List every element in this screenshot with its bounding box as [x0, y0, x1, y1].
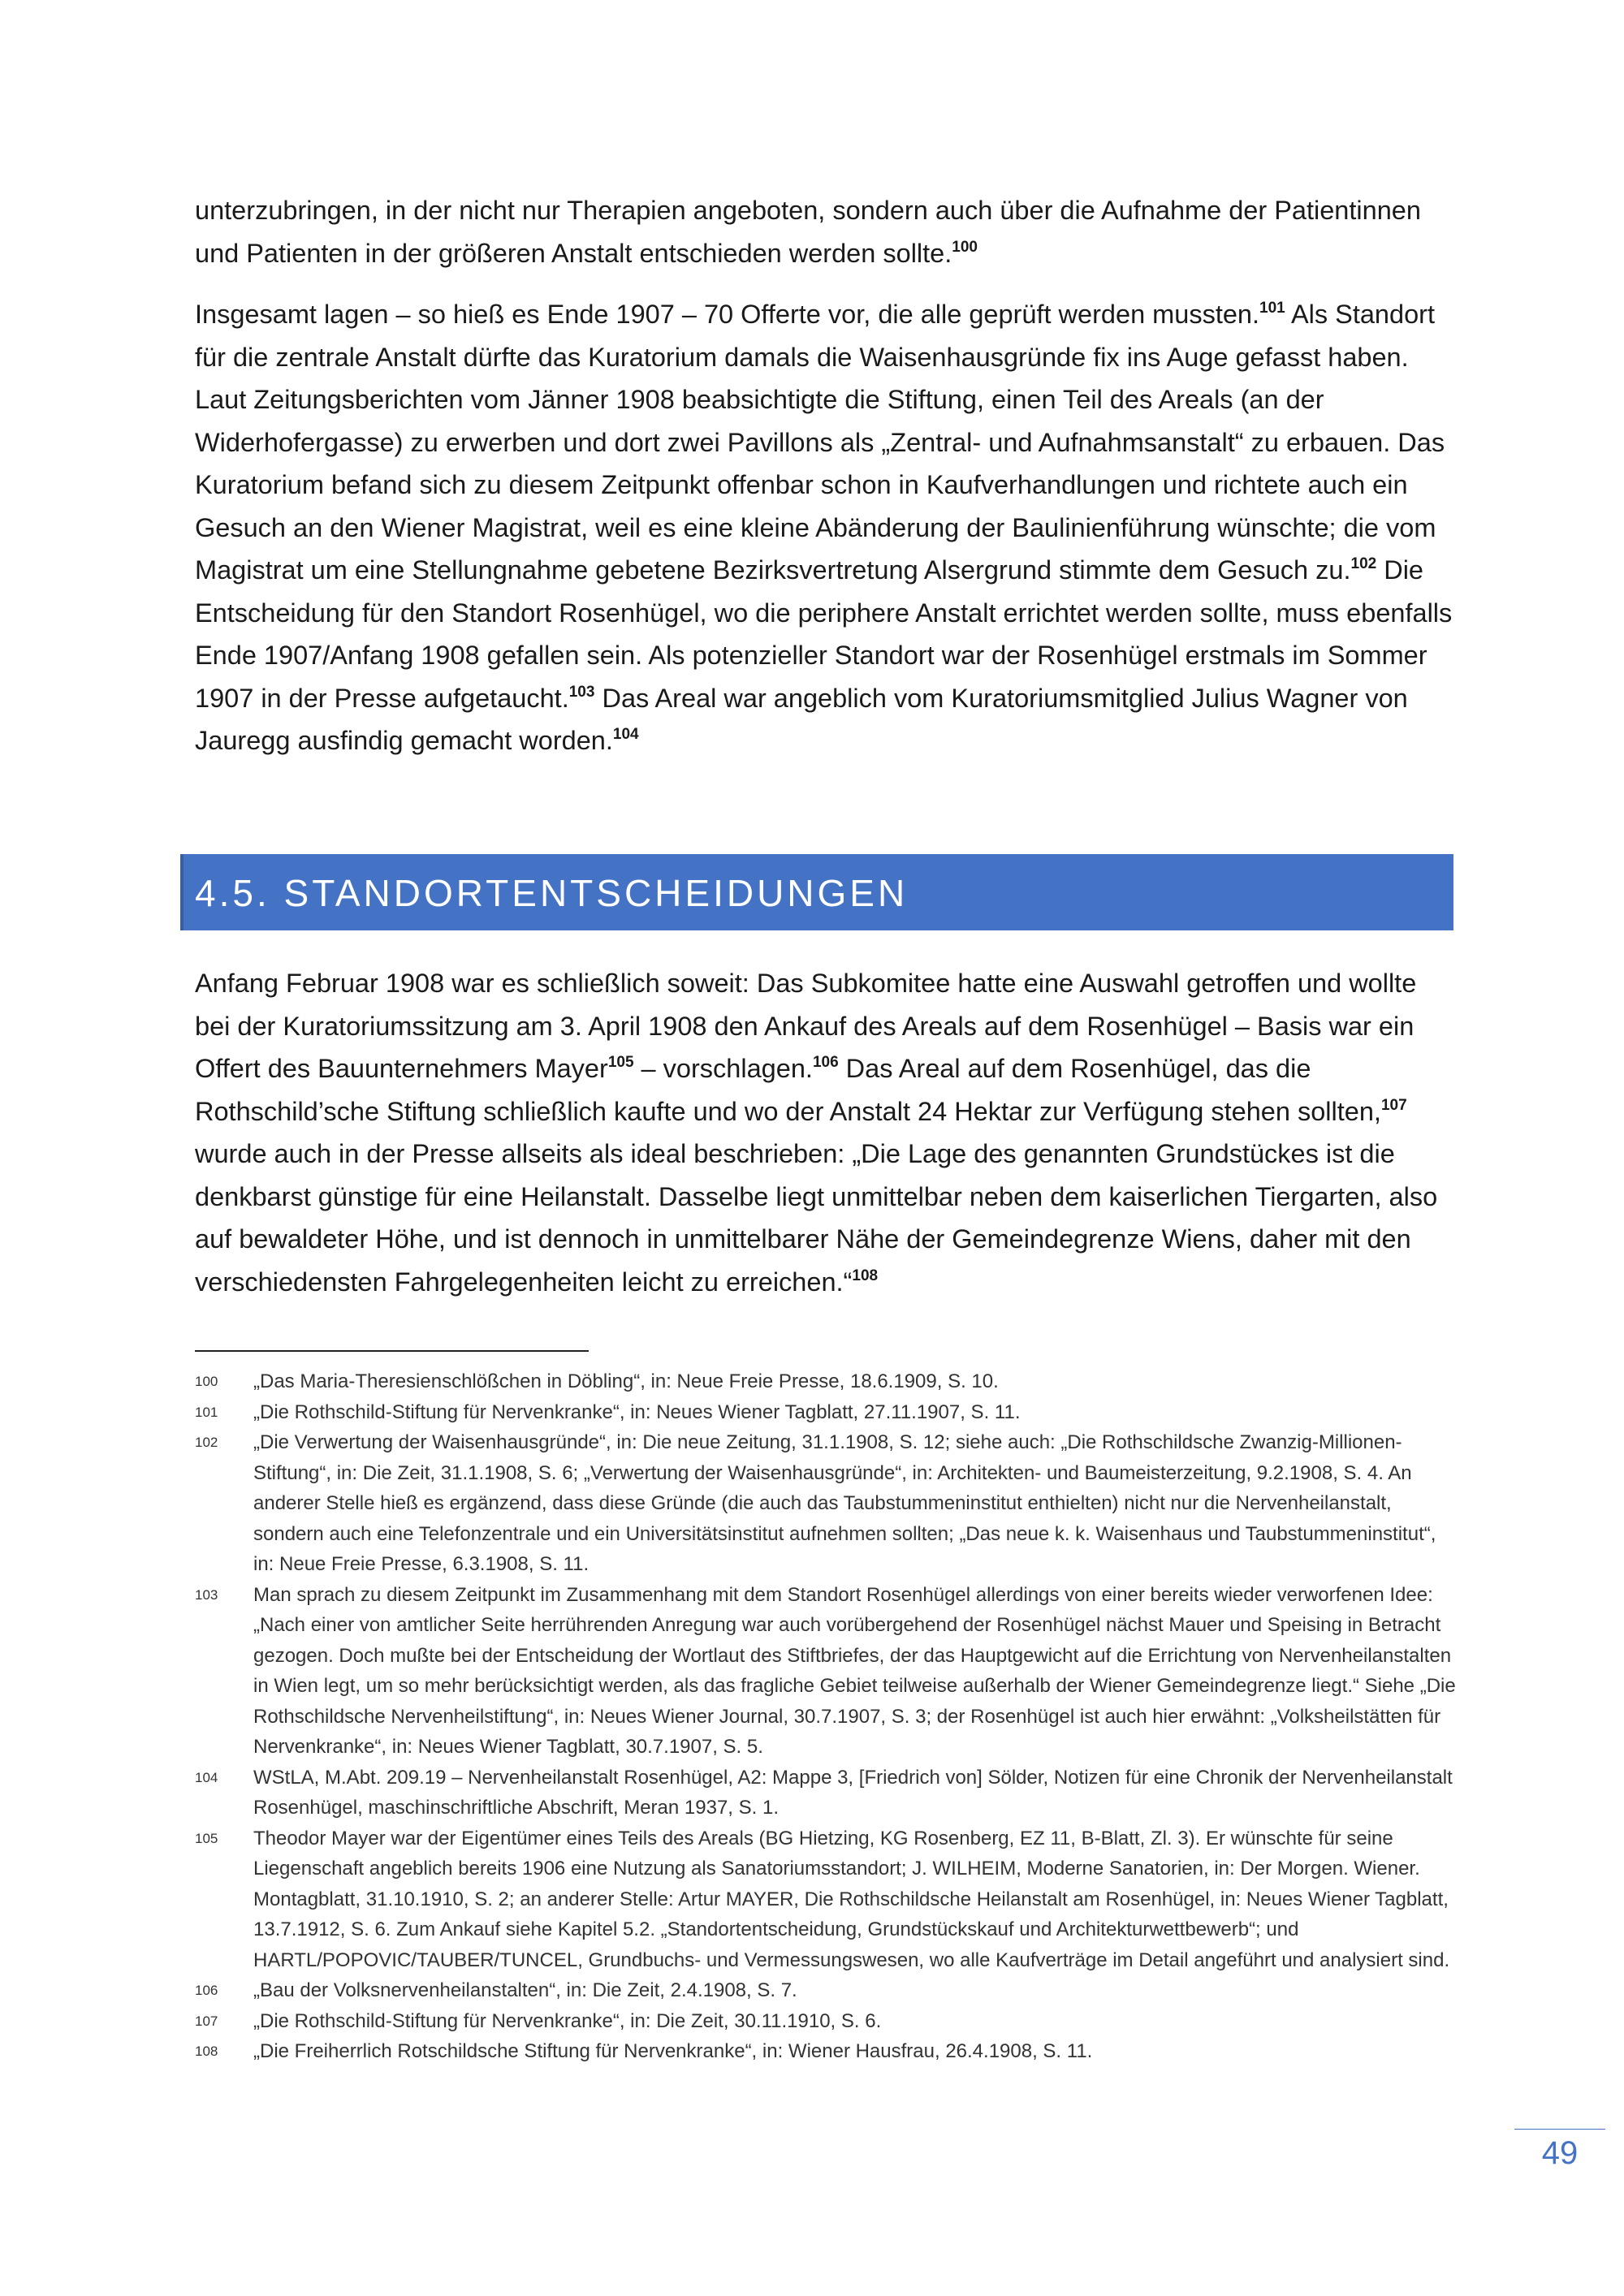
paragraph-text: unterzubringen, in der nicht nur Therapien angeboten, sondern auch über die Aufnahme der Patientinnen und Patienten in der größeren Anstalt entschieden werden sollte. — [195, 196, 1421, 268]
paragraph-text: Insgesamt lagen – so hieß es Ende 1907 – 70 Offerte vor, die alle geprüft werden mussten. — [195, 300, 1260, 329]
footnote-number: 103 — [195, 1586, 218, 1603]
footnote-number: 104 — [195, 1769, 218, 1785]
paragraph-text: Anfang Februar 1908 war es schließlich soweit: Das Subkomitee hatte eine Auswahl getroffen und wollte bei der Kuratoriumssitzung am 3. April 1908 den Ankauf des Areals auf dem Rosenhügel – Basis war ein Offert des Bauunternehmers Mayer — [195, 969, 1417, 1083]
paragraph-text: Als Standort für die zentrale Anstalt dürfte das Kuratorium damals die Waisenhausgründe fix ins Auge gefasst haben. Laut Zeitungsberichten vom Jänner 1908 beabsichtigte die Stiftung, einen Teil des Areals (an der Widerhofergasse) zu erwerben und dort zwei Pavillons als „Zentral- und Aufnahmsanstalt“ zu erbauen. Das Kuratorium befand sich zu diesem Zeitpunkt offenbar schon in Kaufverhandlungen und richtete auch ein Gesuch an den Wiener Magistrat, weil es eine kleine Abänderung der Baulinienführung wünschte; die vom Magistrat um eine Stellungnahme gebetene Bezirksvertretung Alsergrund stimmte dem Gesuch zu. — [195, 300, 1445, 585]
body-paragraph-3 — [195, 962, 1453, 1303]
footnote-text: „Die Verwertung der Waisenhausgründe“, in: Die neue Zeitung, 31.1.1908, S. 12; siehe auch: „Die Rothschildsche Zwanzig-Millionen-Stiftung“, in: Die Zeit, 31.1.1908, S. 6; „Verwertung der Waisenhausgründe“, in: Architekten- und Baumeisterzeitung, 9.2.1908, S. 4. An anderer Stelle hieß es ergänzend, dass diese Gründe (die auch das Taubstummeninstitut enthielten) nicht nur die Nervenheilanstalt, sondern auch eine Telefonzentrale und ein Universitätsinstitut aufnehmen sollten; „Das neue k. k. Waisenhaus und Taubstummeninstitut“, in: Neue Freie Presse, 6.3.1908, S. 11. — [253, 1431, 1436, 1575]
footnote-ref-105[interactable]: 105 — [607, 1054, 634, 1071]
footnote-number: 100 — [195, 1374, 218, 1389]
footnote-ref-107[interactable]: 107 — [1380, 1096, 1407, 1114]
section-heading-text: 4.5. STANDORTENTSCHEIDUNGEN — [195, 872, 909, 914]
footnote — [195, 2036, 1458, 2067]
footnote-number: 101 — [195, 1404, 218, 1420]
section-heading — [180, 854, 1453, 930]
footnote-text: „Die Rothschild-Stiftung für Nervenkranke“, in: Die Zeit, 30.11.1910, S. 6. — [253, 2009, 882, 2032]
footnote-ref-100[interactable]: 100 — [952, 238, 978, 256]
footnote-ref-106[interactable]: 106 — [812, 1054, 839, 1071]
page-number-rule — [1514, 2129, 1605, 2130]
footnote-number: 107 — [195, 2013, 218, 2029]
footnote-text: „Die Freiherrlich Rotschildsche Stiftung für Nervenkranke“, in: Wiener Hausfrau, 26.4.1908, S. 11. — [253, 2040, 1093, 2062]
footnote-number: 105 — [195, 1830, 218, 1846]
footnote — [195, 1975, 1458, 2006]
footnote — [195, 1823, 1458, 1976]
page-number: 49 — [1541, 2135, 1579, 2171]
paragraph-text: – vorschlagen. — [633, 1054, 813, 1083]
footnote-number: 106 — [195, 1983, 218, 1998]
footnote-text: „Das Maria-Theresienschlößchen in Döbling“, in: Neue Freie Presse, 18.6.1909, S. 10. — [253, 1370, 999, 1392]
footnote-number: 108 — [195, 2044, 218, 2059]
footnote — [195, 1427, 1458, 1580]
paragraph-text: Die Entscheidung für den Standort Rosenhügel, wo die periphere Anstalt errichtet werden sollte, muss ebenfalls Ende 1907/Anfang 1908 gefallen sein. Als potenzieller Standort war der Rosenhügel erstmals im Sommer 1907 in der Presse aufgetaucht. — [195, 555, 1453, 713]
footnote-number: 102 — [195, 1435, 218, 1450]
body-paragraph-1 — [195, 189, 1453, 274]
footnote-ref-102[interactable]: 102 — [1350, 555, 1377, 572]
footnote-ref-103[interactable]: 103 — [568, 683, 595, 701]
footnote — [195, 1366, 1458, 1397]
footnote-ref-101[interactable]: 101 — [1259, 300, 1285, 317]
footnote — [195, 1397, 1458, 1428]
footnote-ref-104[interactable]: 104 — [612, 726, 639, 743]
paragraph-text: Das Areal war angeblich vom Kuratoriumsmitglied Julius Wagner von Jauregg ausfindig gemacht worden. — [195, 683, 1408, 755]
footnote-text: WStLA, M.Abt. 209.19 – Nervenheilanstalt Rosenhügel, A2: Mappe 3, [Friedrich von] Sölder, Notizen für eine Chronik der Nervenheilanstalt Rosenhügel, maschinschriftliche Abschrift, Meran 1937, S. 1. — [253, 1766, 1453, 1819]
footnote-text: Man sprach zu diesem Zeitpunkt im Zusammenhang mit dem Standort Rosenhügel allerdings von einer bereits wieder verworfenen Idee: „Nach einer von amtlicher Seite herrührenden Anregung war auch vorübergehend der Rosenhügel nächst Mauer und Speising in Betracht gezogen. Doch mußte bei der Entscheidung der Wortlaut des Stiftbriefes, der das Hauptgewicht auf die Errichtung von Nervenheilanstalten in Wien legt, um so mehr berücksichtigt werden, als das fragliche Gebiet teilweise außerhalb der Wiener Gemeindegrenze liegt.“ Siehe „Die Rothschildsche Nervenheilstiftung“, in: Neues Wiener Journal, 30.7.1907, S. 3; der Rosenhügel ist auch hier erwähnt: „Volksheilstätten für Nervenkranke“, in: Neues Wiener Tagblatt, 30.7.1907, S. 5. — [253, 1583, 1456, 1758]
footnote — [195, 1580, 1458, 1763]
footnotes — [195, 1366, 1458, 2067]
footnote — [195, 1763, 1458, 1823]
footnote-separator — [195, 1350, 589, 1352]
footnote-text: Theodor Mayer war der Eigentümer eines Teils des Areals (BG Hietzing, KG Rosenberg, EZ 11, B-Blatt, Zl. 3). Er wünschte für seine Liegenschaft angeblich bereits 1906 eine Nutzung als Sanatoriumsstandort; J. WILHEIM, Moderne Sanatorien, in: Der Morgen. Wiener. Montagblatt, 31.10.1910, S. 2; an anderer Stelle: Artur MAYER, Die Rothschildsche Heilanstalt am Rosenhügel, in: Neues Wiener Tagblatt, 13.7.1912, S. 6. Zum Ankauf siehe Kapitel 5.2. „Standortentscheidung, Grundstückskauf und Architekturwettbewerb“; und HARTL/POPOVIC/TAUBER/TUNCEL, Grundbuchs- und Vermessungswesen, wo alle Kaufverträge im Detail angeführt und analysiert sind. — [253, 1827, 1450, 1971]
footnote — [195, 2006, 1458, 2037]
body-paragraph-2 — [195, 293, 1453, 762]
paragraph-text: Das Areal auf dem Rosenhügel, das die Rothschild’sche Stiftung schließlich kaufte und wo der Anstalt 24 Hektar zur Verfügung stehen sollten, — [195, 1054, 1381, 1126]
paragraph-text: wurde auch in der Presse allseits als ideal beschrieben: „Die Lage des genannten Grundstückes ist die denkbarst günstige für eine Heilanstalt. Dasselbe liegt unmittelbar neben dem kaiserlichen Tiergarten, also auf bewaldeter Höhe, und ist dennoch in unmittelbarer Nähe der Gemeindegrenze Wiens, daher mit den verschiedensten Fahrgelegenheiten leicht zu erreichen.“ — [195, 1139, 1438, 1297]
footnote-text: „Die Rothschild-Stiftung für Nervenkranke“, in: Neues Wiener Tagblatt, 27.11.1907, S. 11. — [253, 1400, 1021, 1423]
footnote-ref-108[interactable]: 108 — [852, 1267, 879, 1284]
footnote-text: „Bau der Volksnervenheilanstalten“, in: Die Zeit, 2.4.1908, S. 7. — [253, 1979, 797, 2001]
